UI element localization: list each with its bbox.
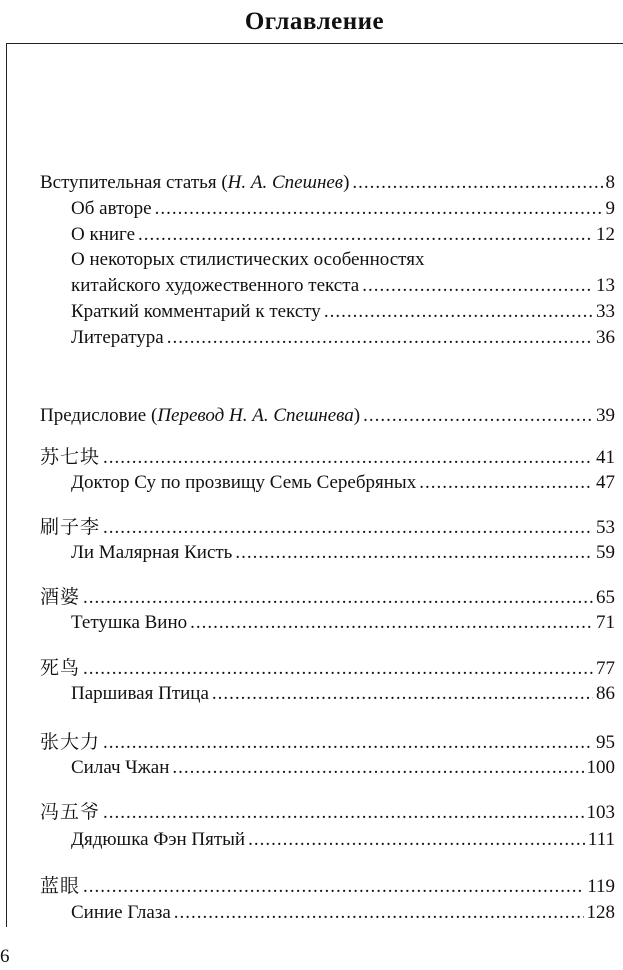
toc-entry-label: Краткий комментарий к тексту bbox=[71, 301, 321, 322]
toc-entry-story-translation[interactable] bbox=[71, 470, 615, 496]
toc-page-number: 41 bbox=[596, 447, 615, 468]
toc-page-number: 13 bbox=[596, 275, 615, 296]
toc-entry-label: Литература bbox=[71, 327, 164, 348]
toc-entry-story-translation[interactable] bbox=[71, 540, 615, 566]
toc-entry-label: китайского художественного текста bbox=[71, 275, 360, 296]
toc-entry-label: Паршивая Птица bbox=[71, 683, 209, 704]
toc-page-number: 86 bbox=[596, 683, 615, 704]
toc-entry-label-line1: О некоторых стилистических особенностях bbox=[71, 249, 425, 270]
toc-page-number: 36 bbox=[596, 327, 615, 348]
dot-leader bbox=[363, 403, 593, 429]
toc-entry-label: 酒婆 bbox=[40, 586, 81, 608]
toc-page-number: 9 bbox=[605, 198, 615, 219]
toc-entry-label: Дядюшка Фэн Пятый bbox=[71, 829, 246, 850]
toc-page-number: 53 bbox=[596, 517, 615, 538]
toc-entry-story-translation[interactable] bbox=[71, 610, 615, 636]
toc-entry-story-translation[interactable] bbox=[71, 755, 615, 781]
toc-page-number: 100 bbox=[586, 757, 615, 778]
dot-leader bbox=[248, 827, 585, 853]
dot-leader bbox=[174, 900, 584, 926]
dot-leader bbox=[352, 170, 602, 196]
toc-entry-about-author[interactable] bbox=[71, 196, 615, 222]
toc-entry-story-translation[interactable] bbox=[71, 827, 615, 853]
toc-entry-label: Предисловие (Перевод Н. А. Спешнева) bbox=[40, 405, 361, 426]
toc-entry-story-chinese[interactable] bbox=[40, 444, 615, 470]
toc-page-number: 95 bbox=[596, 732, 615, 753]
toc-entry-label: 蓝眼 bbox=[40, 875, 81, 897]
dot-leader bbox=[212, 681, 593, 707]
toc-page-number: 8 bbox=[605, 172, 615, 193]
dot-leader bbox=[419, 470, 593, 496]
toc-entry-label: 苏七块 bbox=[40, 446, 101, 468]
toc-entry-label: 张大力 bbox=[40, 731, 101, 753]
toc-entry-label: 刷子李 bbox=[40, 516, 101, 538]
dot-leader bbox=[167, 325, 593, 351]
toc-entry-label: Тетушка Вино bbox=[71, 612, 188, 633]
dot-leader bbox=[324, 299, 593, 325]
toc-page-number: 111 bbox=[587, 829, 615, 850]
dot-leader bbox=[83, 656, 593, 682]
toc-entry-story-translation[interactable] bbox=[71, 681, 615, 707]
dot-leader bbox=[83, 874, 584, 900]
dot-leader bbox=[362, 273, 593, 299]
toc-entry-story-translation[interactable] bbox=[71, 900, 615, 926]
toc-entry-preface[interactable] bbox=[40, 403, 615, 429]
toc-page-number: 119 bbox=[587, 876, 615, 897]
toc-page-number: 65 bbox=[596, 587, 615, 608]
toc-page-number: 128 bbox=[586, 902, 615, 923]
toc-entry-stylistics[interactable] bbox=[71, 273, 615, 299]
toc-page-number: 103 bbox=[586, 802, 615, 823]
dot-leader bbox=[190, 610, 593, 636]
dot-leader bbox=[138, 222, 593, 248]
dot-leader bbox=[103, 445, 593, 471]
toc-entry-story-chinese[interactable] bbox=[40, 799, 615, 825]
toc-page-number: 47 bbox=[596, 472, 615, 493]
dot-leader bbox=[103, 730, 593, 756]
page-number: 6 bbox=[0, 946, 10, 967]
toc-page-number: 33 bbox=[596, 301, 615, 322]
toc-page-number: 59 bbox=[596, 542, 615, 563]
toc-page-number: 77 bbox=[596, 658, 615, 679]
toc-entry-commentary[interactable] bbox=[71, 299, 615, 325]
toc-entry-story-chinese[interactable] bbox=[40, 729, 615, 755]
toc-page-number: 39 bbox=[596, 405, 615, 426]
dot-leader bbox=[103, 800, 583, 826]
header-rule bbox=[6, 43, 623, 44]
toc-entry-label: Синие Глаза bbox=[71, 902, 171, 923]
toc-entry-label: 冯五爷 bbox=[40, 801, 101, 823]
toc-entry-label: 死鸟 bbox=[40, 657, 81, 679]
toc-entry-story-chinese[interactable] bbox=[40, 584, 615, 610]
toc-entry-story-chinese[interactable] bbox=[40, 873, 615, 899]
toc-entry-about-book[interactable] bbox=[71, 222, 615, 248]
toc-entry-intro[interactable] bbox=[40, 170, 615, 196]
toc-entry-label: Ли Малярная Кисть bbox=[71, 542, 233, 563]
toc-entry-literature[interactable] bbox=[71, 325, 615, 351]
toc-page-number: 12 bbox=[596, 224, 615, 245]
dot-leader bbox=[235, 540, 593, 566]
toc-entry-label: О книге bbox=[71, 224, 136, 245]
dot-leader bbox=[83, 585, 593, 611]
page-border-left bbox=[6, 43, 7, 927]
dot-leader bbox=[103, 515, 593, 541]
toc-entry-label: Об авторе bbox=[71, 198, 152, 219]
dot-leader bbox=[172, 755, 583, 781]
toc-page-number: 71 bbox=[596, 612, 615, 633]
page-title: Оглавление bbox=[244, 8, 385, 35]
toc-entry-label: Силач Чжан bbox=[71, 757, 170, 778]
toc-entry-story-chinese[interactable] bbox=[40, 655, 615, 681]
toc-entry-story-chinese[interactable] bbox=[40, 514, 615, 540]
dot-leader bbox=[155, 196, 603, 222]
toc-entry-label: Доктор Су по прозвищу Семь Серебряных bbox=[71, 472, 417, 493]
toc-entry-label: Вступительная статья (Н. А. Спешнев) bbox=[40, 172, 350, 193]
